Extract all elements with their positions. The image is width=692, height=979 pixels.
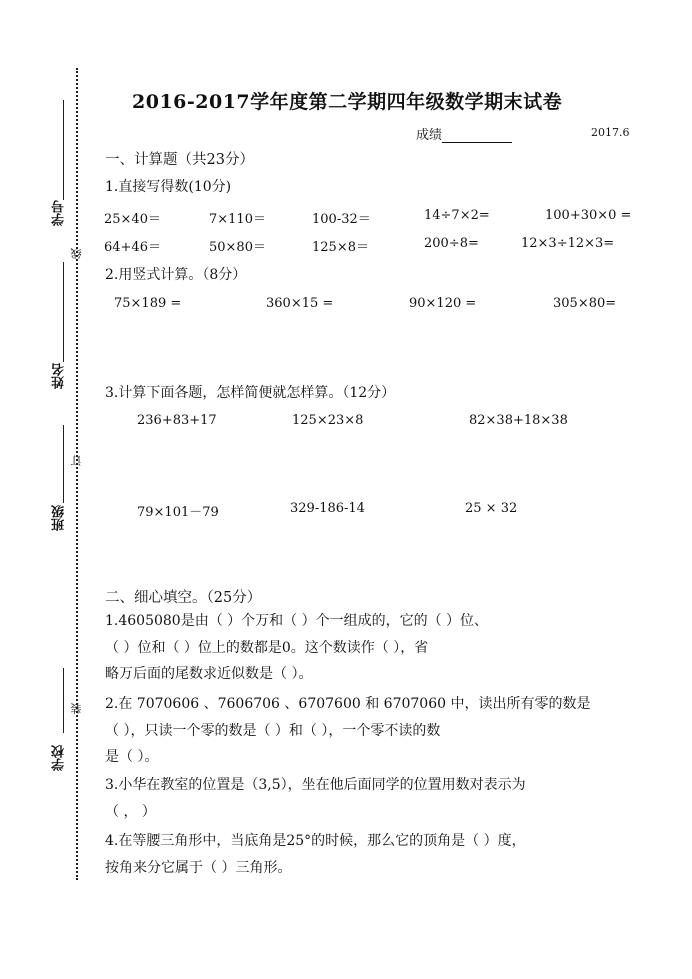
fill-q1-line: （ ）位和（ ）位上的数都是0。这个数读作（ ），省 bbox=[105, 639, 429, 656]
fill-q3-line: （ ， ） bbox=[105, 803, 156, 820]
fill-q2-line: 2.在 7070606 、7606706 、6707600 和 6707060 中，读出所有零的数是 bbox=[105, 696, 591, 712]
q3-item: 79×101－79 bbox=[137, 505, 219, 520]
q2-item: 360×15 = bbox=[266, 296, 334, 311]
binding-mark-line: 线 bbox=[70, 248, 83, 259]
q1-item: 100+30×0 = bbox=[545, 208, 632, 223]
q2-heading: 2.用竖式计算。（8分） bbox=[105, 267, 247, 283]
fill-q1-line: 略万后面的尾数求近似数是（ ）。 bbox=[105, 666, 313, 682]
q1-item: 200÷8= bbox=[424, 236, 479, 251]
score-blank bbox=[442, 130, 512, 143]
exam-date: 2017.6 bbox=[591, 126, 630, 139]
q3-heading: 3.计算下面各题，怎样简便就怎样算。（12分） bbox=[105, 385, 396, 401]
fill-q3 bbox=[105, 772, 635, 825]
fill-q1-line: 1.4605080是由（ ）个万和（ ）个一组成的，它的（ ）位、 bbox=[105, 613, 489, 629]
fill-q2-line: （ ），只读一个零的数是（ ）和（ ），一个零不读的数 bbox=[105, 722, 441, 739]
class-label: 班级 bbox=[52, 505, 67, 531]
fill-q4-line: 4.在等腰三角形中，当底角是25°的时候，那么它的顶角是（ ）度， bbox=[105, 833, 526, 849]
name-line bbox=[63, 262, 64, 362]
fill-q2-line: 是（ ）。 bbox=[105, 749, 159, 765]
school-label: 学校 bbox=[52, 745, 67, 771]
q1-item: 64+46＝ bbox=[104, 240, 161, 255]
q1-item: 14÷7×2= bbox=[424, 208, 490, 223]
binding-mark-bind: 装 bbox=[70, 703, 83, 714]
q1-item: 100-32＝ bbox=[312, 212, 371, 227]
name-label: 姓名 bbox=[52, 363, 67, 389]
q1-heading: 1.直接写得数(10分) bbox=[105, 179, 232, 195]
school-line bbox=[63, 668, 64, 733]
section1-heading: 一、计算题（共23分） bbox=[105, 152, 254, 168]
q2-item: 75×189 = bbox=[114, 296, 182, 311]
student-id-label: 学号 bbox=[52, 200, 67, 226]
q3-item: 236+83+17 bbox=[137, 413, 217, 428]
fill-q1 bbox=[105, 608, 635, 688]
q2-item: 90×120 = bbox=[409, 296, 477, 311]
exam-title: 2016-2017学年度第二学期四年级数学期末试卷 bbox=[132, 91, 563, 113]
q1-item: 25×40＝ bbox=[104, 212, 161, 227]
binding-mark-order: 订 bbox=[70, 455, 83, 466]
score-field bbox=[416, 124, 512, 143]
fill-q4-line: 按角来分它属于（ ）三角形。 bbox=[105, 859, 292, 876]
binding-dotted-line bbox=[76, 68, 78, 880]
q2-item: 305×80= bbox=[553, 296, 617, 311]
q1-item: 12×3÷12×3= bbox=[521, 236, 615, 251]
q3-item: 329-186-14 bbox=[290, 501, 365, 516]
fill-q2 bbox=[105, 691, 635, 771]
q1-item: 7×110＝ bbox=[209, 212, 266, 227]
q3-item: 82×38+18×38 bbox=[469, 413, 568, 428]
class-line bbox=[63, 425, 64, 503]
score-label: 成绩 bbox=[416, 128, 443, 143]
q1-item: 50×80＝ bbox=[209, 240, 266, 255]
fill-q4 bbox=[105, 828, 635, 881]
q3-item: 125×23×8 bbox=[292, 413, 364, 428]
q3-item: 25 × 32 bbox=[465, 501, 518, 516]
fill-q3-line: 3.小华在教室的位置是（3,5），坐在他后面同学的位置用数对表示为 bbox=[105, 777, 526, 793]
q1-item: 125×8＝ bbox=[312, 240, 369, 255]
section2-heading: 二、细心填空。（25分） bbox=[105, 590, 262, 606]
student-id-line bbox=[63, 100, 64, 200]
